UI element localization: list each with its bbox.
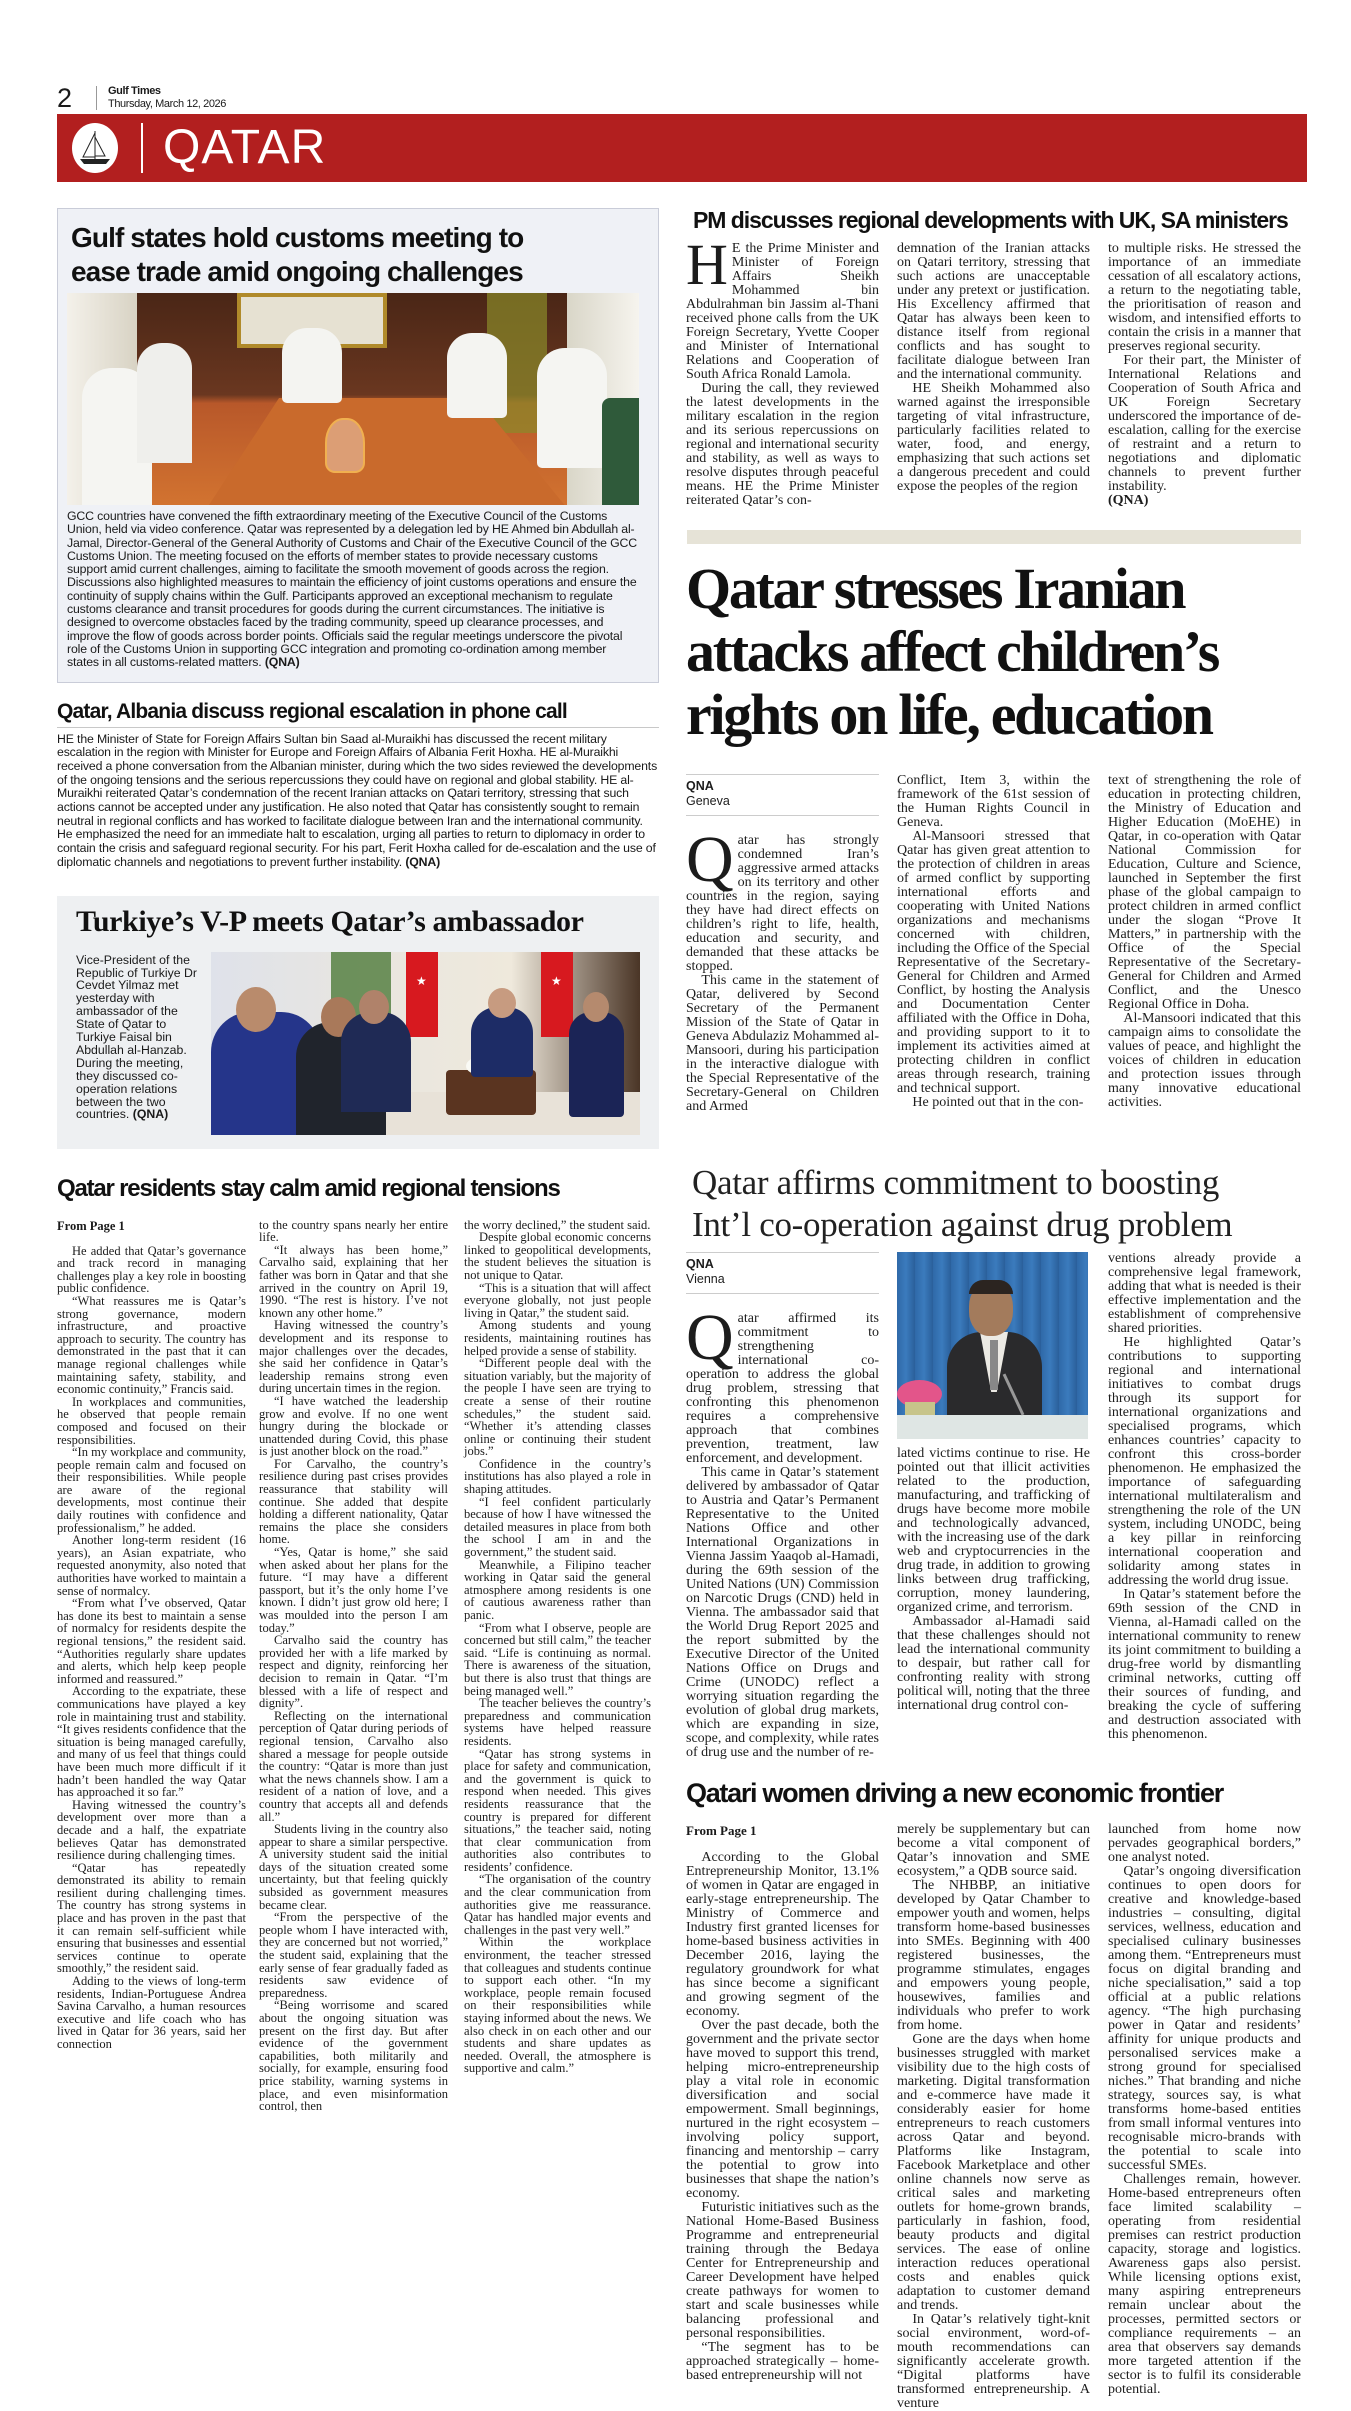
women-headline: Qatari women driving a new economic frontier [686, 1778, 1223, 1808]
paragraph: Al-Mansoori indicated that this campaign aims to consolidate the values of peace, and highlight the voices of children in education and protection issues through many innovative educational activities. [1108, 1011, 1301, 1110]
lead-text: atar has strongly condemned Iran’s aggressive armed attacks on its territory and other countries in the region, saying they have had direct effects on children’s right to life, health, education and security, and demanded that these attacks be stopped. [686, 833, 879, 974]
paragraph: “From what I’ve observed, Qatar has done its best to maintain a sense of normalcy for residents despite the regional tensions,” the resident said. “Authorities regularly share updates and alerts, which help keep people informed and reassured.” [57, 1596, 246, 1686]
paragraph: the worry declined,” the student said. [464, 1217, 651, 1232]
iran-column-2 [897, 774, 1090, 1110]
headline-line: ease trade amid ongoing challenges [71, 256, 523, 287]
iran-headline [686, 557, 1302, 746]
paragraph: ventions already provide a comprehensive legal framework, adding that what is needed is their effective implementation and the establishment of comprehensive shared priorities. [1108, 1251, 1301, 1336]
paragraph: “The organisation of the country and the clear communication from authorities give me reassurance. Qatar has handled major events and challenges in the past very well.” [464, 1872, 651, 1937]
pm-column-3 [1108, 242, 1301, 508]
left-column [57, 208, 659, 2113]
paragraph: to multiple risks. He stressed the importance of an immediate cessation of all escalatory actions, a return to the negotiating table, the prioritisation of reason and wisdom, and intensified efforts to contain the crisis in a manner that preserves regional security. [1108, 241, 1301, 354]
albania-headline: Qatar, Albania discuss regional escalation in phone call [57, 699, 567, 723]
caption-credit: (QNA) [264, 655, 300, 670]
drop-cap: Q [686, 1301, 734, 1374]
paragraph: Gone are the days when home businesses struggled with market visibility due to the high costs of marketing. Digital transformation and e-commerce have made it considerably easier for home entrepreneurs to reach customers across Qatar and beyond. Platforms like Instagram, Facebook Marketplace and other online channels now serve as critical sales and marketing outlets for home-grown brands, particularly in fashion, food, beauty products and digital services. The ease of online interaction reduces operational costs and enables quick adaptation to customer demand and trends. [897, 2032, 1090, 2313]
paragraph: Carvalho said the country has provided her with a life marked by respect and dignity, reinforcing her decision to remain in Qatar. “I’m blessed with a life of respect and dignity”. [259, 1633, 448, 1711]
caption-credit: (QNA) [132, 1107, 169, 1122]
drugs-column-2-paragraphs [897, 1447, 1090, 1713]
paragraph: This came in Qatar’s statement delivered by ambassador of Qatar to Austria and Qatar’s Permanent Representative to the United Nations Office and other International Organizations in Vienna Jassim Yaaqob al-Hamadi, during the 69th session of the United Nations (UN) Commission on Narcotic Drugs (CND) held in Vienna. The ambassador said that the World Drug Report 2025 and the report submitted by the Executive Director of the United Nations Office on Drugs and Crime (UNODC) reflect a worrying situation regarding the evolution of global drug markets, which are expanding in size, scope, and complexity, while rates of drug use and the number of re- [686, 1465, 879, 1760]
paragraph: In workplaces and communities, he observed that people remain composed and focused on their responsibilities. [57, 1394, 246, 1447]
paragraph: “Qatar has strong systems in place for safety and communication, and the government is quick to respond when needed. This gives residents reassurance that the country is prepared for different situations,” the teacher said, noting that clear communication from authorities also contributes to residents’ confidence. [464, 1746, 651, 1874]
headline-line: rights on life, education [686, 682, 1212, 747]
paragraph: Reflecting on the international perception of Qatar during periods of regional tension, Carvalho also shared a message for people outside the country: “Qatar is more than just what the news channels show. I am a resident of a nation of love, and a country that accepts all and defends all.” [259, 1708, 448, 1824]
residents-column-1 [57, 1219, 246, 2051]
paragraph: Futuristic initiatives such as the National Home-Based Business Programme and entrepreneurial training through the Bedaya Center for Entrepreneurship and Career Development have helped create pathways for women to start and scale businesses while balancing professional and personal responsibilities. [686, 2200, 879, 2341]
pm-column-3-paragraphs [1108, 242, 1301, 494]
turkiye-content [76, 952, 640, 1135]
paragraph: to the country spans nearly her entire life. [259, 1217, 448, 1245]
masthead-divider [96, 86, 97, 110]
paragraph: “Yes, Qatar is home,” she said when asked about her plans for the future. “I may have a different passport, but it’s the only home I’ve known. I didn’t just grow old here; I was moulded into the person I am today.” [259, 1545, 448, 1635]
caption-text: GCC countries have convened the fifth extraordinary meeting of the Executive Council of the Customs Union, held via video conference. Qatar was represented by a delegation led by HE Ahmed bin Abdullah al-Jamal, Director-General of the General Authority of Customs and Chair of the Executive Council of the GCC Customs Union. The meeting focused on the efforts of member states to provide necessary customs support amid current challenges, aiming to facilitate the smooth movement of goods across the region. Discussions also highlighted measures to maintain the efficiency of joint customs operations and ensure the continuity of supply chains within the Gulf. Participants approved an exceptional mechanism to regulate customs clearance and transit procedures for goods during the current circumstances. The initiative is designed to overcome obstacles faced by the trading community, speed up clearance processes, and improve the flow of goods across border points. Officials said the regular meetings underscore the pivotal role of the Customs Union in supporting GCC integration and promoting co-ordination among member states in all customs-related matters. [67, 509, 637, 670]
residents-columns [57, 1219, 659, 2113]
albania-rule [57, 727, 659, 728]
headline-line: attacks affect children’s [686, 619, 1219, 684]
paragraph: The teacher believes the country’s preparedness and communication systems have helped reassure residents. [464, 1696, 651, 1748]
turkiye-headline: Turkiye’s V-P meets Qatar’s ambassador [76, 904, 584, 938]
section-title: QATAR [163, 121, 327, 174]
turkiye-caption [76, 954, 204, 1122]
lead-paragraph [686, 232, 879, 382]
pm-column-2 [897, 242, 1090, 494]
paragraph: “This is a situation that will affect everyone globally, not just people living in Qatar,” the student said. [464, 1280, 651, 1320]
iran-column-1 [686, 774, 879, 1114]
ambassador-speaking-photo [897, 1252, 1088, 1439]
paragraph: “The segment has to be approached strategically – home-based entrepreneurship will not [686, 2340, 879, 2383]
paragraph: Confidence in the country’s institutions has also played a role in shaping attitudes. [464, 1456, 651, 1497]
paragraph: In Qatar’s statement before the 69th session of the CND in Vienna, al-Hamadi called on the international community to renew its joint commitment to building a drug-free world by dismantling criminal networks, cutting off their sources of funding, and breaking the cycle of suffering and destruction associated with this phenomenon. [1108, 1587, 1301, 1742]
paragraph: Among students and young residents, maintaining routines has helped provide a sense of stability. [464, 1318, 651, 1358]
drugs-columns [686, 1252, 1302, 1760]
paragraph: “I have watched the leadership grow and evolve. If no one went hungry during the blockade or unattended during Covid, this phase is just another block on the road.” [259, 1393, 448, 1459]
residents-column-2 [259, 1219, 448, 2113]
paragraph: Students living in the country also appear to share a similar perspective. A university student said the initial days of the situation created some uncertainty, but that feeling quickly subsided as government measures became clear. [259, 1822, 448, 1912]
paragraph: HE Sheikh Mohammed also warned against the irresponsible targeting of vital infrastructure, particularly facilities related to water, food, and energy, emphasizing that such actions set a dangerous precedent and could expose the peoples of the region [897, 381, 1090, 494]
albania-text: HE the Minister of State for Foreign Affairs Sultan bin Saad al-Muraikhi has discussed the recent military escalation in the region with Minister for Europe and Foreign Affairs of Albania Ferit Hoxha. HE al-Muraikhi received a phone conversation from the Albanian minister, during which the two sides reviewed the developments of the ongoing tensions and the serious repercussions they could have on regional and global stability. HE al-Muraikhi reiterated Qatar’s condemnation of the recent Iranian attacks on Qatari territory, stressing that such actions cannot be accepted under any justification. He also noted that Qatar has consistently sought to remain neutral in regional conflicts and has worked to facilitate dialogue between Iran and the international community. He emphasized the need for an immediate halt to escalation, urging all parties to return to diplomacy in order to contain the crisis and safeguard regional security. For his part, Ferit Hoxha called for de-escalation and the use of diplomatic channels and negotiations to prevent further instability. [57, 731, 658, 869]
paragraph: He added that Qatar’s governance and track record in managing challenges play a key role in boosting public confidence. [57, 1243, 246, 1296]
gulf-customs-article [57, 208, 659, 683]
flag-star-icon: ★ [416, 973, 427, 988]
paragraph: Al-Mansoori stressed that Qatar has given great attention to the protection of children in areas of armed conflict by supporting international efforts and cooperating with United Nations organizations and mechanisms concerned with children, including the Office of the Special Representative of the Secretary-General for Children and Armed Conflict, by hosting the Analysis and Documentation Center affiliated with the Office in Doha, and providing support to it to implement its activities aimed at protecting children in conflict areas through research, training and technical support. [897, 829, 1090, 1096]
paragraph: merely be supplementary but can become a vital component of Qatar’s innovation and SME ecosystem,” a QDB source said. [897, 1822, 1090, 1879]
section-banner [57, 114, 1307, 182]
headline-line: Gulf states hold customs meeting to [71, 222, 524, 253]
drugs-column-2 [897, 1252, 1090, 1713]
gulf-customs-caption [67, 510, 639, 670]
paragraph: “In my workplace and community, people remain calm and focused on their responsibilities. While people are aware of the regional developments, most continue their daily routines with confidence and professionalism,” he added. [57, 1445, 246, 1535]
paragraph: Within the workplace environment, the teacher stressed that colleagues and students continue to support each other. “In my workplace, people remain focused on their responsibilities while staying informed about the news. We also check in on each other and our students and share updates as needed. Overall, the atmosphere is supportive and calm.” [464, 1935, 651, 2076]
paragraph: text of strengthening the role of education in protecting children, the Ministry of Education and Higher Education (MoEHE) in Qatar, in co-operation with Qatar National Commission for Education, Culture and Science, launched in September the first phase of the global campaign to protect children in armed conflict under the slogan “Prove It Matters,” in partnership with the Office of the Special Representative of the Secretary-General for Children and Armed Conflict, and the Unesco Regional Office in Doha. [1108, 773, 1301, 1012]
dateline: Geneva [686, 794, 730, 808]
gulf-customs-headline [67, 221, 639, 289]
paragraph: He pointed out that in the con- [912, 1095, 1084, 1110]
paragraph: “I feel confident particularly because of how I have witnessed the detailed measures in place from both the school I am in and the government,” the student said. [464, 1494, 651, 1560]
paragraph: According to the expatriate, these communications have played a key role in maintaining trust and stability. “It gives residents confidence that the situation is being managed carefully, and many of us feel that things could have been much more difficult if it hadn’t been handled the way Qatar has approached it so far.” [57, 1684, 246, 1800]
paragraph: “From what I observe, people are concerned but still calm,” the teacher said. “Life is continuing as normal. There is awareness of the situation, but there is also trust that things are being managed well.” [464, 1620, 651, 1698]
pm-credit: (QNA) [1108, 493, 1149, 508]
paragraph: This came in the statement of Qatar, delivered by Second Secretary of the Permanent Mission of the State of Qatar in Geneva Abdulaziz Mohammed al-Mansoori, during his participation in the interactive dialogue with the Special Representative of the Secretary-General on Children and Armed [686, 973, 879, 1114]
paragraph: Despite global economic concerns linked to geopolitical developments, the student believes the situation is not unique to Qatar. [464, 1230, 651, 1282]
drugs-column-1-paragraphs [686, 1466, 879, 1760]
paragraph: Conflict, Item 3, within the framework of the 61st session of the Human Rights Council in Geneva. [897, 773, 1090, 830]
drugs-headline [692, 1162, 1302, 1246]
lead-text: atar affirmed its commitment to strengthening international co-operation to address the global drug problem, stressing that confronting this phenomenon requires a comprehensive approach that combines prevention, treatment, law enforcement, and development. [686, 1311, 879, 1466]
dhow-logo-icon [72, 123, 118, 173]
publication-date: Thursday, March 12, 2026 [108, 98, 226, 110]
paragraph: Over the past decade, both the government and the private sector have moved to support this trend, helping micro-entrepreneurship play a vital role in economic diversification and social empowerment. Small beginnings, nurtured in the right ecosystem – involving policy support, financing and mentorship – carry the potential to grow into businesses that shape the nation’s economy. [686, 2018, 879, 2201]
paragraph: Another long-term resident (16 years), an Asian expatriate, who requested anonymity, also noted that authorities have worked to maintain a sense of normalcy. [57, 1533, 246, 1598]
paragraph: Adding to the views of long-term residents, Indian-Portuguese Andrea Savina Carvalho, a human resources executive and life coach who has lived in Qatar for 36 years, said her connection [57, 1974, 246, 2051]
agency-label: QNA [686, 779, 714, 793]
customs-meeting-photo [67, 293, 639, 505]
paragraph: “From the perspective of the people whom I have interacted with, they are concerned but not worried,” the student said, explaining that the early sense of fear gradually faded as residents saw evidence of preparedness. [259, 1910, 448, 2000]
drop-cap: H [686, 232, 728, 297]
dateline: Vienna [686, 1272, 725, 1286]
paragraph: Meanwhile, a Filipino teacher working in Qatar said the general atmosphere among residents is one of cautious awareness rather than panic. [464, 1557, 651, 1622]
divider-bar [687, 530, 1301, 544]
paragraph: During the call, they reviewed the latest developments in the military escalation in the region and its serious repercussions on regional and international security and stability, as well as ways to resolve disputes through peaceful means. HE the Prime Minister reiterated Qatar’s con- [686, 381, 879, 508]
lead-paragraph [686, 1301, 879, 1466]
paragraph: The NHBBP, an initiative developed by Qatar Chamber to empower youth and women, helps transform home-based businesses into SMEs. Beginning with 400 registered businesses, the programme stimulates, engages and empowers young people, housewives, families and individuals who prefer to work from home. [897, 1878, 1090, 2033]
residents-column-3 [464, 1219, 651, 2075]
drugs-column-1 [686, 1252, 879, 1760]
paragraph: According to the Global Entrepreneurship Monitor, 13.1% of women in Qatar are engaged in early-stage entrepreneurship. The Ministry of Commerce and Industry first granted licenses for home-based business activities in December 2016, laying the regulatory groundwork for what has since become a significant and growing segment of the economy. [686, 1850, 879, 2019]
paragraph: demnation of the Iranian attacks on Qatari territory, stressing that such actions are unacceptable under any pretext or justification. His Excellency affirmed that Qatar has always been keen to distance itself from regional conflicts and has sought to facilitate dialogue between Iran and the international community. [897, 241, 1090, 382]
paragraph: In Qatar’s relatively tight-knit social environment, word-of-mouth recommendations can significantly accelerate growth. “Digital platforms have transformed entrepreneurship. A venture [897, 2312, 1090, 2411]
residents-headline: Qatar residents stay calm amid regional tensions [57, 1174, 560, 1202]
paragraph: “What reassures me is Qatar’s strong governance, modern infrastructure, and proactive approach to security. The country has demonstrated in the past that it can manage regional challenges while maintaining safety, stability, and economic continuity,” Francis said. [57, 1293, 246, 1397]
pm-headline: PM discusses regional developments with UK, SA ministers [693, 207, 1288, 233]
paragraph: “It always has been home,” Carvalho said, explaining that her father was born in Qatar and that she arrived in the country on April 19, 1990. “The rest is history. I’ve not known any other home.” [259, 1242, 448, 1320]
flag-star-icon: ★ [551, 973, 562, 988]
dateline-block [686, 1252, 879, 1294]
drugs-column-3 [1108, 1252, 1301, 1742]
headline-line: Int’l co-operation against drug problem [692, 1205, 1233, 1244]
iran-column-1-paragraphs [686, 974, 879, 1114]
lead-text: E the Prime Minister and Minister of Foreign Affairs Sheikh Mohammed bin Abdulrahman bin Jassim al-Thani received phone calls from the UK Foreign Secretary, Yvette Cooper and Minister of International Relations and Cooperation of South Africa Ronald Lamola. [686, 241, 879, 382]
paragraph: Qatar’s ongoing diversification continues to open doors for creative and knowledge-based industries – consulting, digital services, wellness, education and specialised culinary businesses among them. “Entrepreneurs must focus on digital branding and niche specialisation,” said a top official at a public relations agency. “The high purchasing power in Qatar and residents’ affinity for unique products and personalised services make a strong ground for specialised niches.” That branding and niche strategy, sources say, is what transforms home-based entities from small informal ventures into recognisable micro-brands with the potential to scale into successful SMEs. [1108, 1864, 1301, 2173]
paragraph: For their part, the Minister of International Relations and Cooperation of South Africa and UK Foreign Secretary underscored the importance of de-escalation, calling for the exercise of restraint and a return to negotiations and diplomatic channels to prevent further instability. [1108, 353, 1301, 494]
dateline-block [686, 774, 879, 816]
paragraph: Having witnessed the country’s development and its response to major challenges over the decades, she said her confidence in Qatar’s leadership remains strong even during uncertain times in the region. [259, 1318, 448, 1396]
albania-body [57, 733, 659, 870]
drop-cap: Q [686, 823, 734, 896]
women-column-1-paragraphs [686, 1851, 879, 2383]
turkiye-article [57, 896, 659, 1149]
caption-text: Vice-President of the Republic of Turkiye Dr Cevdet Yilmaz met yesterday with ambassador of the State of Qatar to Turkiye Faisal bin Abdullah al-Hanzab. During the meeting, they discussed co-operation relations between the two countries. [76, 952, 197, 1122]
pm-columns [686, 232, 1302, 508]
paragraph: “Being worrisome and scared about the ongoing situation was present on the first day. But after evidence of the government capabilities, both militarily and socially, for example, ensuring food price stability, warning systems in place, and even misinformation control, then [259, 1998, 448, 2114]
headline-line: Qatar stresses Iranian [686, 556, 1185, 621]
iran-columns [686, 774, 1302, 1114]
lead-paragraph [686, 823, 879, 974]
page-number: 2 [57, 83, 73, 113]
women-kicker: From Page 1 [686, 1823, 757, 1838]
paragraph: “Different people deal with the situation variably, but the majority of the people I have seen are trying to create a sense of their routine schedules,” the student said. “Whether it’s attending classes online or continuing their student jobs.” [464, 1356, 651, 1459]
iran-column-3 [1108, 774, 1301, 1110]
paragraph: Ambassador al-Hamadi said that these challenges should not lead the international community to despair, but rather call for confronting reality with strong political will, noting that the three international drug control con- [897, 1614, 1090, 1713]
headline-line: Qatar affirms commitment to boosting [692, 1163, 1220, 1202]
turkiye-meeting-photo [211, 952, 640, 1135]
residents-column-1-paragraphs [57, 1245, 246, 2051]
paragraph: launched from home now pervades geographical borders,” one analyst noted. [1108, 1822, 1301, 1865]
women-column-3 [1108, 1823, 1301, 2397]
women-columns [686, 1823, 1302, 2411]
residents-kicker: From Page 1 [57, 1218, 125, 1233]
right-column [686, 207, 1302, 2411]
paragraph: Challenges remain, however. Home-based entrepreneurs often face limited scalability – operating from residential premises can restrict production capacity, storage and logistics. Awareness gaps also persist. While licensing options exist, many aspiring entrepreneurs remain unclear about the processes, permitted sectors or compliance requirements – an area that observers say demands more targeted attention if the sector is to fulfil its considerable potential. [1108, 2172, 1301, 2397]
paragraph: He highlighted Qatar’s contributions to supporting regional and international initiatives to combat drugs through its support for international organizations and specialised programs, which enhances countries’ capacity to confront this cross-border phenomenon. He emphasized the importance of safeguarding international multilateralism and strengthening the role of the UN system, including UNODC, being a key pillar in reinforcing international cooperation and solidarity among states in addressing the world drug issue. [1108, 1335, 1301, 1588]
albania-credit: (QNA) [405, 854, 441, 869]
pm-column-1-paragraphs [686, 382, 879, 508]
pm-column-1 [686, 232, 879, 508]
publication-name: Gulf Times [108, 85, 161, 97]
paragraph: “Qatar has repeatedly demonstrated its ability to remain resilient during challenging times. The country has strong systems in place and has proven in the past that it can remain self-sufficient while ensuring that businesses and essential services continue to operate smoothly,” the resident said. [57, 1860, 246, 1976]
women-column-1 [686, 1823, 879, 2383]
paragraph: For Carvalho, the country’s resilience during past crises provides reassurance that stability will continue. She added that despite holding a different nationality, Qatar remains the place she considers home. [259, 1456, 448, 1547]
banner-divider [141, 123, 143, 173]
agency-label: QNA [686, 1257, 714, 1271]
paragraph: lated victims continue to rise. He pointed out that illicit activities related to the production, manufacturing, and trafficking of drugs have become more mobile and technologically advanced, with the increasing use of the dark web and cryptocurrencies in the drug trade, in addition to growing links between drug trafficking, corruption, money laundering, organized crime, and terrorism. [897, 1446, 1090, 1615]
women-column-2 [897, 1823, 1090, 2411]
paragraph: Having witnessed the country’s development over more than a decade and a half, the expatriate believes Qatar has demonstrated resilience during challenging times. [57, 1797, 246, 1863]
